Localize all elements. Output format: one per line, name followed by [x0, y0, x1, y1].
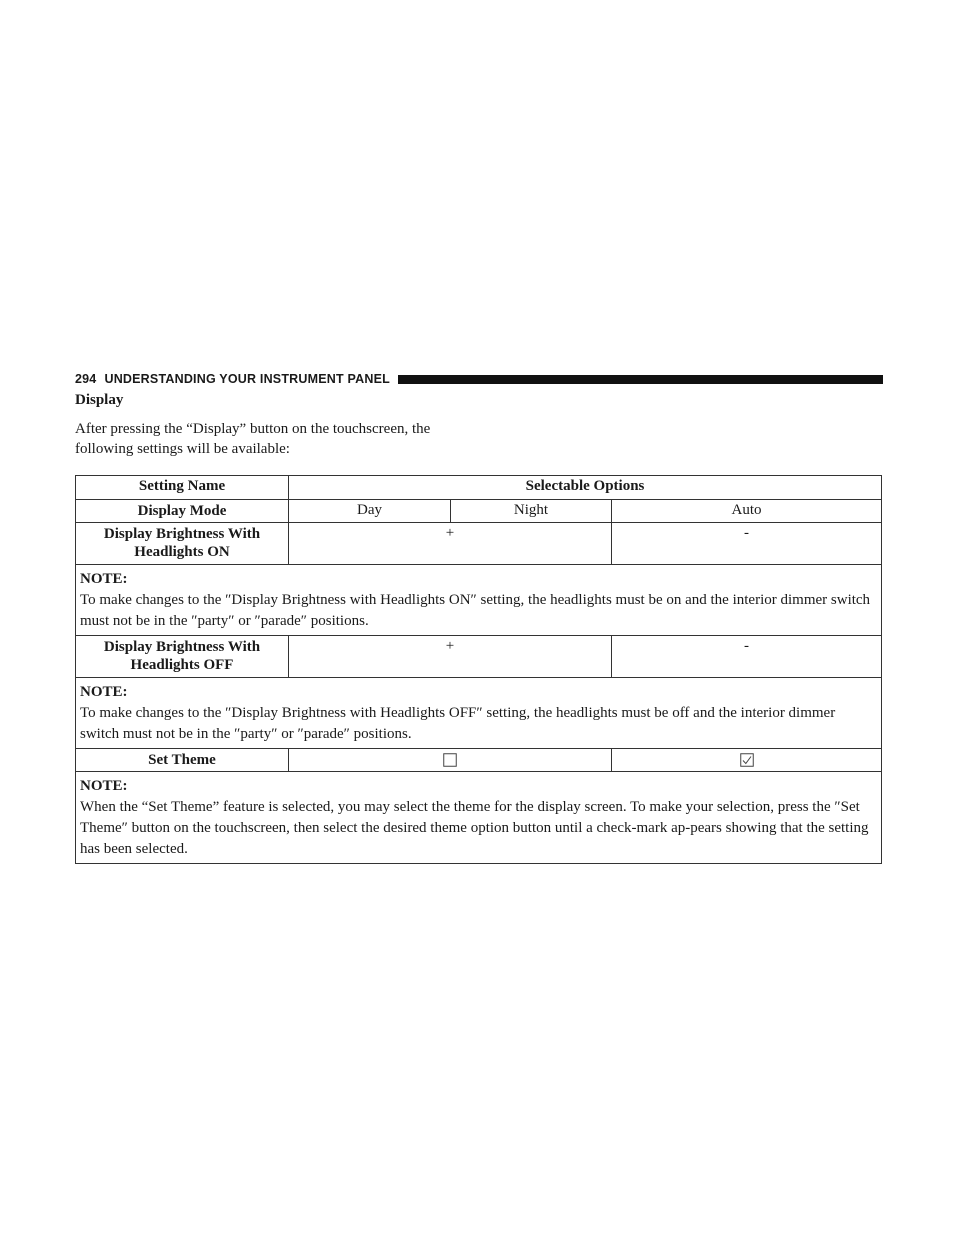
row-brightness-headlights-off: Display Brightness With Headlights OFF	[76, 636, 289, 678]
row-display-mode: Display Mode	[76, 500, 289, 523]
table-row	[76, 500, 882, 523]
section-title: UNDERSTANDING YOUR INSTRUMENT PANEL	[104, 372, 390, 386]
table-row	[76, 678, 882, 749]
settings-table	[75, 475, 882, 864]
note-cell	[76, 678, 882, 749]
note-text: To make changes to the ″Display Brightness with Headlights ON″ setting, the headlights must be on and the interior dimmer switch must not be in the ″party″ or ″parade″ positions.	[80, 592, 871, 629]
theme-option-unchecked	[289, 749, 612, 772]
header-rule	[398, 375, 883, 384]
table-row	[76, 772, 882, 864]
row-brightness-headlights-on: Display Brightness With Headlights ON	[76, 523, 289, 565]
table-row	[76, 523, 882, 565]
row-set-theme: Set Theme	[76, 749, 289, 772]
page-number: 294	[75, 372, 97, 386]
option-plus: +	[289, 636, 612, 678]
empty-checkbox-icon	[443, 753, 457, 767]
option-minus: -	[612, 636, 882, 678]
intro-paragraph: After pressing the “Display” button on the touchscreen, the following settings will be available:	[75, 421, 431, 457]
note-text: When the “Set Theme” feature is selected, you may select the theme for the display screen. To make your selection, press the ″Set Theme″ button on the touchscreen, then select the desired theme option button until a check-mark ap-pears showing that the setting has been selected.	[80, 799, 869, 857]
option-plus: +	[289, 523, 612, 565]
table-header-row	[76, 476, 882, 500]
col-selectable-options: Selectable Options	[289, 476, 882, 500]
option-minus: -	[612, 523, 882, 565]
note-cell	[76, 565, 882, 636]
note-label: NOTE:	[80, 684, 128, 700]
checked-checkbox-icon	[740, 753, 754, 767]
option-auto: Auto	[612, 500, 882, 523]
note-cell	[76, 772, 882, 864]
option-day: Day	[289, 500, 451, 523]
page-heading: Display	[75, 392, 124, 408]
page-header	[75, 369, 883, 389]
table-row	[76, 636, 882, 678]
table-row	[76, 749, 882, 772]
table-row	[76, 565, 882, 636]
option-night: Night	[451, 500, 612, 523]
col-setting-name: Setting Name	[76, 476, 289, 500]
note-label: NOTE:	[80, 571, 128, 587]
note-text: To make changes to the ″Display Brightness with Headlights OFF″ setting, the headlights must be off and the interior dimmer switch must not be in the ″party″ or ″parade″ positions.	[80, 705, 836, 742]
theme-option-checked	[612, 749, 882, 772]
note-label: NOTE:	[80, 778, 128, 794]
